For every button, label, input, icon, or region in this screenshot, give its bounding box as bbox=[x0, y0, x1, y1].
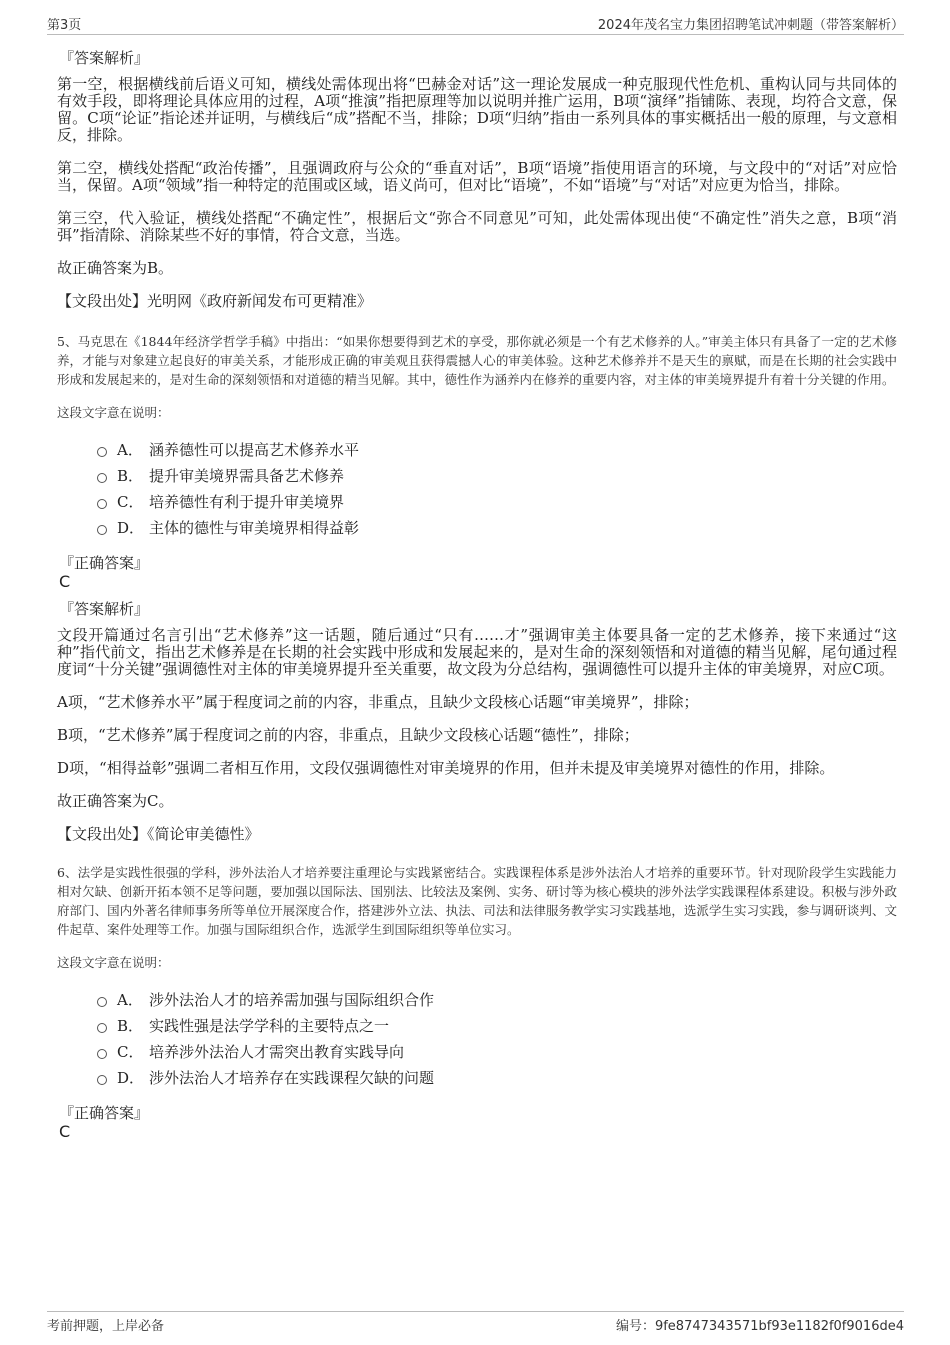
radio-icon[interactable] bbox=[97, 997, 107, 1007]
document-id: 编号：9fe8747343571bf93e1182f0f9016de4 bbox=[615, 1319, 904, 1334]
radio-icon[interactable] bbox=[97, 447, 107, 457]
option-letter: B． bbox=[117, 1017, 144, 1035]
question-5-prompt: 这段文字意在说明： bbox=[57, 405, 170, 420]
prev-analysis-paragraph: 第三空，代入验证，横线处搭配“不确定性”，根据后文“弥合不同意见”可知，此处需体现出使“不确定性”消失之意，B项“消弭”指清除、消除某些不好的事情，符合文意，当选。 bbox=[57, 209, 897, 244]
radio-icon[interactable] bbox=[97, 1075, 107, 1085]
radio-icon[interactable] bbox=[97, 525, 107, 535]
option-a[interactable] bbox=[97, 437, 897, 463]
option-a[interactable] bbox=[97, 987, 897, 1013]
q5-analysis-paragraph: B项，“艺术修养”属于程度词之前的内容，非重点，且缺少文段核心话题“德性”，排除； bbox=[57, 726, 639, 744]
document-title: 2024年茂名宝力集团招聘笔试冲刺题（带答案解析） bbox=[597, 18, 904, 33]
q5-analysis-paragraph: D项，“相得益彰”强调二者相互作用，文段仅强调德性对审美境界的作用，但并未提及审美境界对德性的作用，排除。 bbox=[57, 759, 835, 777]
option-text: 培养涉外法治人才需突出教育实践导向 bbox=[149, 1043, 405, 1061]
option-letter: B． bbox=[117, 467, 144, 485]
option-c[interactable] bbox=[97, 1039, 897, 1065]
question-6-options bbox=[97, 987, 897, 1091]
option-letter: D． bbox=[117, 519, 145, 537]
question-6-stem: 6、法学是实践性很强的学科，涉外法治人才培养要注重理论与实践紧密结合。实践课程体系是涉外法治人才培养的重要环节。针对现阶段学生实践能力相对欠缺、创新开拓本领不足等问题，要加强以国际法、国别法、比较法及案例、实务、研讨等为核心模块的涉外法学实践课程体系建设。积极与涉外政府部门、国内外著名律师事务所等单位开展深度合作，搭建涉外立法、执法、司法和法律服务教学实习实践基地，选派学生实习实践，参与调研谈判、文件起草、案件处理等工作。加强与国际组织合作，选派学生到国际组织等单位实习。 bbox=[57, 865, 897, 937]
option-text: 涉外法治人才的培养需加强与国际组织合作 bbox=[149, 991, 435, 1009]
option-text: 主体的德性与审美境界相得益彰 bbox=[149, 519, 360, 537]
page-header bbox=[47, 14, 904, 35]
radio-icon[interactable] bbox=[97, 473, 107, 483]
prev-analysis-paragraph: 第一空，根据横线前后语义可知，横线处需体现出将“巴赫金对话”这一理论发展成一种克服现代性危机、重构认同与共同体的有效手段，即将理论具体应用的过程，A项“推演”指把原理等加以说明并推广运用，B项“演绎”指铺陈、表现，均符合文意，保留。C项“论证”指论述并证明，与横线后“成”搭配不当，排除；D项“归纳”指由一系列具体的事实概括出一般的原理，与文意相反，排除。 bbox=[57, 75, 897, 144]
option-letter: C． bbox=[117, 1043, 144, 1061]
radio-icon[interactable] bbox=[97, 1023, 107, 1033]
option-text: 涵养德性可以提高艺术修养水平 bbox=[149, 441, 360, 459]
q5-analysis-paragraph: A项，“艺术修养水平”属于程度词之前的内容，非重点，且缺少文段核心话题“审美境界”，排除； bbox=[57, 693, 699, 711]
prev-analysis-label: 『答案解析』 bbox=[59, 49, 150, 67]
prev-analysis-paragraph: 第二空，横线处搭配“政治传播”，且强调政府与公众的“垂直对话”，B项“语境”指使用语言的环境，与文段中的“对话”对应恰当，保留。A项“领域”指一种特定的范围或区域，语义尚可，但对比“语境”，不如“语境”与“对话”对应更为恰当，排除。 bbox=[57, 159, 897, 194]
q5-answer: C bbox=[59, 572, 71, 591]
option-b[interactable] bbox=[97, 1013, 897, 1039]
option-d[interactable] bbox=[97, 1065, 897, 1091]
footer-slogan: 考前押题，上岸必备 bbox=[47, 1319, 165, 1334]
option-letter: A． bbox=[117, 991, 143, 1009]
question-6-prompt: 这段文字意在说明： bbox=[57, 955, 170, 970]
radio-icon[interactable] bbox=[97, 499, 107, 509]
option-text: 提升审美境界需具备艺术修养 bbox=[149, 467, 345, 485]
radio-icon[interactable] bbox=[97, 1049, 107, 1059]
option-d[interactable] bbox=[97, 515, 897, 541]
q6-answer: C bbox=[59, 1122, 71, 1141]
q5-analysis-label: 『答案解析』 bbox=[59, 600, 150, 618]
prev-source: 【文段出处】光明网《政府新闻发布可更精准》 bbox=[57, 292, 373, 310]
option-b[interactable] bbox=[97, 463, 897, 489]
option-letter: C． bbox=[117, 493, 144, 511]
page-footer bbox=[47, 1311, 904, 1335]
q6-answer-label: 『正确答案』 bbox=[59, 1104, 150, 1122]
q5-conclusion: 故正确答案为C。 bbox=[57, 792, 174, 810]
question-5-options bbox=[97, 437, 897, 541]
q5-analysis-paragraph: 文段开篇通过名言引出“艺术修养”这一话题，随后通过“只有……才”强调审美主体要具备一定的艺术修养，接下来通过“这种”指代前文，指出艺术修养是在长期的社会实践中形成和发展起来的，是对生命的深刻领悟和对道德的精当见解，尾句通过程度词“十分关键”强调德性对主体的审美境界提升至关重要，故文段为分总结构，强调德性可以提升主体的审美境界，对应C项。 bbox=[57, 626, 897, 678]
q5-answer-label: 『正确答案』 bbox=[59, 554, 150, 572]
option-text: 培养德性有利于提升审美境界 bbox=[149, 493, 345, 511]
page-number: 第3页 bbox=[47, 18, 82, 33]
page-content bbox=[57, 40, 897, 1145]
option-letter: D． bbox=[117, 1069, 145, 1087]
option-text: 涉外法治人才培养存在实践课程欠缺的问题 bbox=[149, 1069, 435, 1087]
q5-source: 【文段出处】《简论审美德性》 bbox=[57, 825, 260, 843]
option-letter: A． bbox=[117, 441, 143, 459]
option-c[interactable] bbox=[97, 489, 897, 515]
option-text: 实践性强是法学学科的主要特点之一 bbox=[149, 1017, 390, 1035]
question-5-stem: 5、马克思在《1844年经济学哲学手稿》中指出：“如果你想要得到艺术的享受，那你就必须是一个有艺术修养的人。”审美主体只有具备了一定的艺术修养，才能与对象建立起良好的审美关系，才能形成正确的审美观且获得震撼人心的审美体验。这种艺术修养并不是天生的禀赋，而是在长期的社会实践中形成和发展起来的，是对生命的深刻领悟和对道德的精当见解。其中，德性作为涵养内在修养的重要内容，对主体的审美境界提升有着十分关键的作用。 bbox=[57, 334, 897, 387]
prev-conclusion: 故正确答案为B。 bbox=[57, 259, 174, 277]
